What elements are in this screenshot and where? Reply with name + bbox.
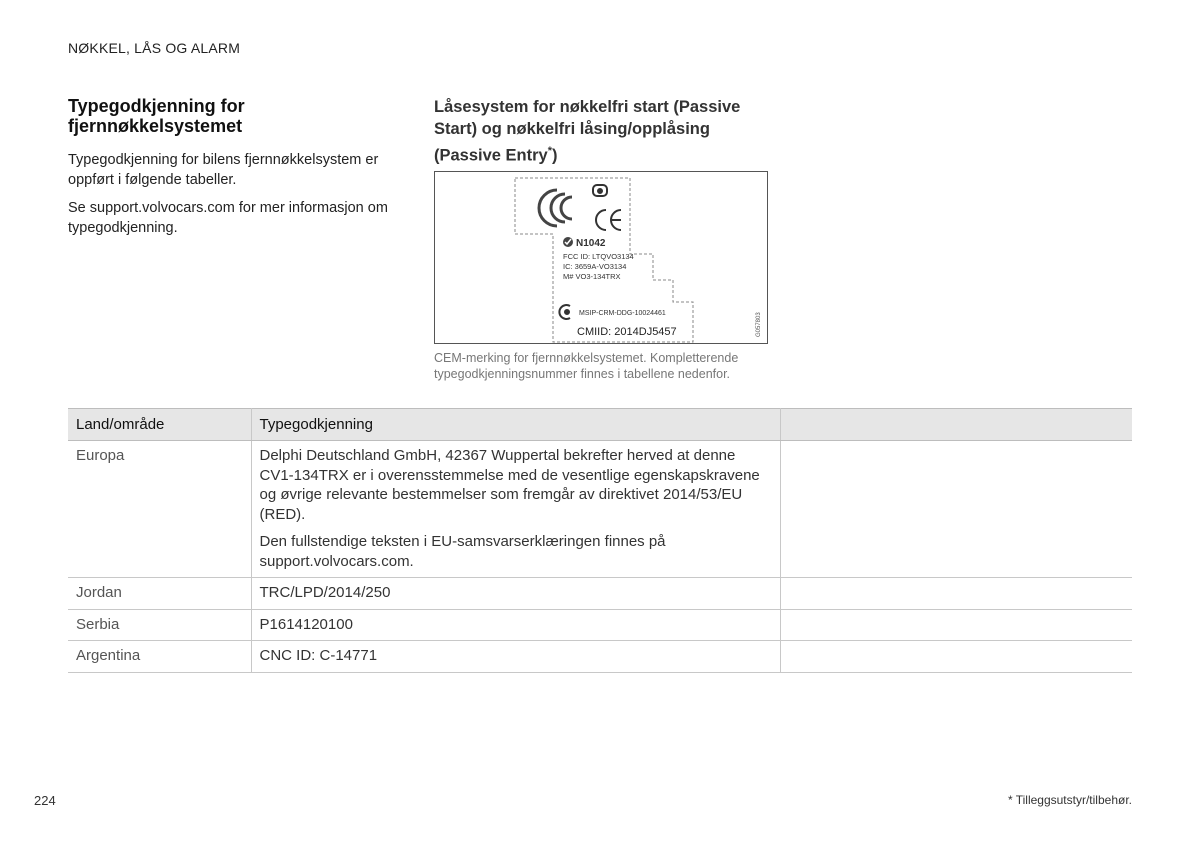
check-mark-icon xyxy=(563,237,573,247)
fcc-id-text: FCC ID: LTQVO3134 xyxy=(563,251,634,261)
plug-mark-icon xyxy=(593,185,607,196)
page-number: 224 xyxy=(34,793,56,808)
cem-label-drawing xyxy=(435,172,768,344)
empty-cell xyxy=(780,441,1132,578)
approval-text-secondary: Den fullstendige teksten i EU-samsvarserklæringen finnes på support.volvocars.com. xyxy=(259,533,666,570)
rcm-mark-icon xyxy=(539,190,572,226)
column-header-country: Land/område xyxy=(68,409,251,441)
column-header-approval: Typegodkjenning xyxy=(251,409,780,441)
cmiid-text: CMIID: 2014DJ5457 xyxy=(577,325,677,338)
section-title: Typegodkjenning for fjernnøkkelsystemet xyxy=(68,96,245,136)
country-cell: Europa xyxy=(68,441,251,578)
table-row xyxy=(68,609,1132,641)
figure-id-text: G057803 xyxy=(756,311,762,337)
figure-column xyxy=(434,96,779,382)
ic-text: IC: 3659A-VO3134 xyxy=(563,261,627,271)
empty-cell xyxy=(780,609,1132,641)
msip-text: MSIP-CRM-DDG-10024461 xyxy=(579,309,666,317)
intro-column xyxy=(68,96,408,246)
table-row xyxy=(68,441,1132,578)
country-cell: Serbia xyxy=(68,609,251,641)
empty-cell xyxy=(780,578,1132,610)
table-row xyxy=(68,578,1132,610)
ce-mark-icon xyxy=(596,210,621,230)
approval-cell: P1614120100 xyxy=(251,609,780,641)
approval-text: Delphi Deutschland GmbH, 42367 Wuppertal bekrefter herved at denne CV1-134TRX er i overensstemmelse med de vesentlige egenskapskravene og øvrige relevante bestemmelser som fremgår av direktivet 2014/53/EU (RED). xyxy=(259,447,760,523)
n-code-text: N1042 xyxy=(576,237,606,249)
optional-marker: * xyxy=(547,145,553,157)
approval-cell: TRC/LPD/2014/250 xyxy=(251,578,780,610)
intro-paragraph: Typegodkjenning for bilens fjernnøkkelsystem er oppført i følgende tabeller. xyxy=(68,152,379,188)
figure-title: Låsesystem for nøkkelfri start (Passive Start) og nøkkelfri låsing/opplåsing (Passive Entry*) xyxy=(434,98,741,165)
section-header: NØKKEL, LÅS OG ALARM xyxy=(68,40,241,56)
cem-label-figure xyxy=(434,171,768,344)
table-row xyxy=(68,641,1132,673)
country-cell: Jordan xyxy=(68,578,251,610)
kc-mark-icon xyxy=(559,305,570,319)
approval-cell: CNC ID: C-14771 xyxy=(251,641,780,673)
country-cell: Argentina xyxy=(68,641,251,673)
column-header-empty xyxy=(780,409,1132,441)
type-approval-table xyxy=(68,408,1132,673)
empty-cell xyxy=(780,641,1132,673)
figure-caption: CEM-merking for fjernnøkkelsystemet. Kompletterende typegodkjenningsnummer finnes i tabellene nedenfor. xyxy=(434,350,739,381)
info-paragraph: Se support.volvocars.com for mer informasjon om typegodkjenning. xyxy=(68,200,388,236)
approval-cell xyxy=(251,441,780,578)
model-text: M# VO3-134TRX xyxy=(563,271,621,281)
table-header-row xyxy=(68,409,1132,441)
footnote: * Tilleggsutstyr/tilbehør. xyxy=(1007,793,1132,807)
